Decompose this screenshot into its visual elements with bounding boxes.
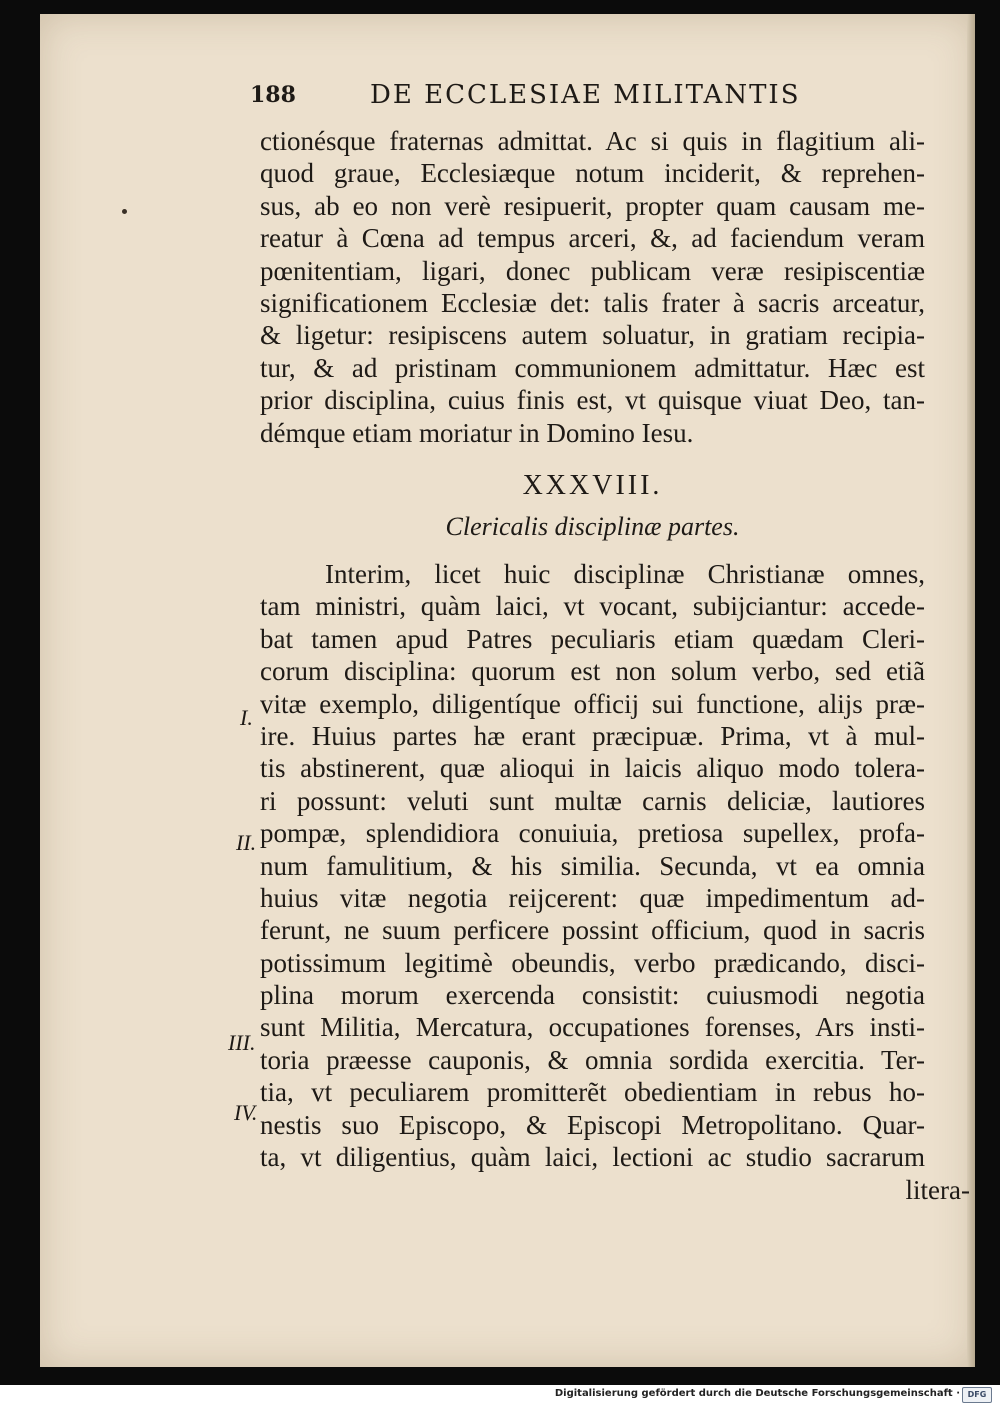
page-number: 188 xyxy=(250,82,296,108)
text-line: tia, vt peculiarem promitterẽt obedientiam in rebus ho- xyxy=(260,1077,925,1108)
margin-note: III. xyxy=(228,1030,256,1055)
text-line: Interim, licet huic disciplinæ Christianæ omnes, xyxy=(325,559,925,589)
text-line: quod graue, Ecclesiæque notum inciderit, & reprehen- xyxy=(260,158,925,189)
text-line: pompæ, splendidiora conuiuia, pretiosa supellex, profa- xyxy=(260,818,925,849)
text-line: ta, vt diligentius, quàm laici, lectioni ac studio sacrarum xyxy=(260,1142,925,1173)
margin-note: I. xyxy=(240,705,253,730)
text-line: vitæ exemplo, diligentíque officij sui functione, alijs præ- xyxy=(260,688,925,719)
text-line: tis abstinerent, quæ alioqui in laicis aliquo modo tolera- xyxy=(260,753,925,784)
page-edge xyxy=(967,14,975,1367)
text-line: démque etiam moriatur in Domino Iesu. xyxy=(260,417,694,448)
text-line: toria præesse cauponis, & omnia sordida exercitia. Ter- xyxy=(260,1044,925,1075)
text-line: ferunt, ne suum perficere possint officium, quod in sacris xyxy=(260,915,925,946)
page-header xyxy=(250,80,810,120)
dfg-logo-icon: DFG xyxy=(962,1387,992,1403)
catchword: litera- xyxy=(905,1175,970,1205)
text-line: num famulitium, & his similia. Secunda, vt ea omnia xyxy=(260,850,925,881)
running-head: DE ECCLESIAE MILITANTIS xyxy=(370,80,801,110)
text-line: significationem Ecclesiæ det: talis frater à sacris arceatur, xyxy=(260,287,925,318)
text-line: ri possunt: veluti sunt multæ carnis deliciæ, lautiores xyxy=(260,785,925,816)
text-line: corum disciplina: quorum est non solum verbo, sed etiã xyxy=(260,656,925,687)
text-line: huius vitæ negotia reijcerent: quæ impedimentum ad- xyxy=(260,882,925,913)
text-line: pœnitentiam, ligari, donec publicam veræ resipiscentiæ xyxy=(260,255,925,286)
margin-note: IV. xyxy=(234,1100,258,1125)
funding-credit: Digitalisierung gefördert durch die Deutsche Forschungsgemeinschaft · xyxy=(554,1388,960,1399)
text-line: ire. Huius partes hæ erant præcipuæ. Prima, vt à mul- xyxy=(260,720,925,751)
text-line: prior disciplina, cuius finis est, vt quisque viuat Deo, tan- xyxy=(260,385,925,416)
ink-speck xyxy=(122,209,127,214)
text-line: nestis suo Episcopo, & Episcopi Metropolitano. Quar- xyxy=(260,1109,925,1140)
text-line: potissimum legitimè obeundis, verbo prædicando, disci- xyxy=(260,947,925,978)
text-line: tur, & ad pristinam communionem admittatur. Hæc est xyxy=(260,352,925,383)
text-line: ctionésque fraternas admittat. Ac si quis in flagitium ali- xyxy=(260,126,925,156)
text-line: reatur à Cœna ad tempus arceri, &, ad faciendum veram xyxy=(260,223,925,254)
text-line: tam ministri, quàm laici, vt vocant, subijciantur: accede- xyxy=(260,591,925,622)
text-line: bat tamen apud Patres peculiaris etiam quædam Cleri- xyxy=(260,623,925,654)
footer-bar xyxy=(0,1385,1000,1405)
text-line: sus, ab eo non verè resipuerit, propter quam causam me- xyxy=(260,190,925,221)
text-line: plina morum exercenda consistit: cuiusmodi negotia xyxy=(260,980,925,1011)
text-line: & ligetur: resipiscens autem soluatur, in gratiam recipia- xyxy=(260,320,925,351)
paragraph-main xyxy=(260,558,925,1173)
chapter-title: Clericalis disciplinæ partes. xyxy=(445,512,740,541)
paragraph-continued xyxy=(260,125,925,449)
chapter-number: XXXVIII. xyxy=(522,470,663,501)
text-line: sunt Militia, Mercatura, occupationes forenses, Ars insti- xyxy=(260,1012,925,1043)
margin-note: II. xyxy=(236,830,257,855)
